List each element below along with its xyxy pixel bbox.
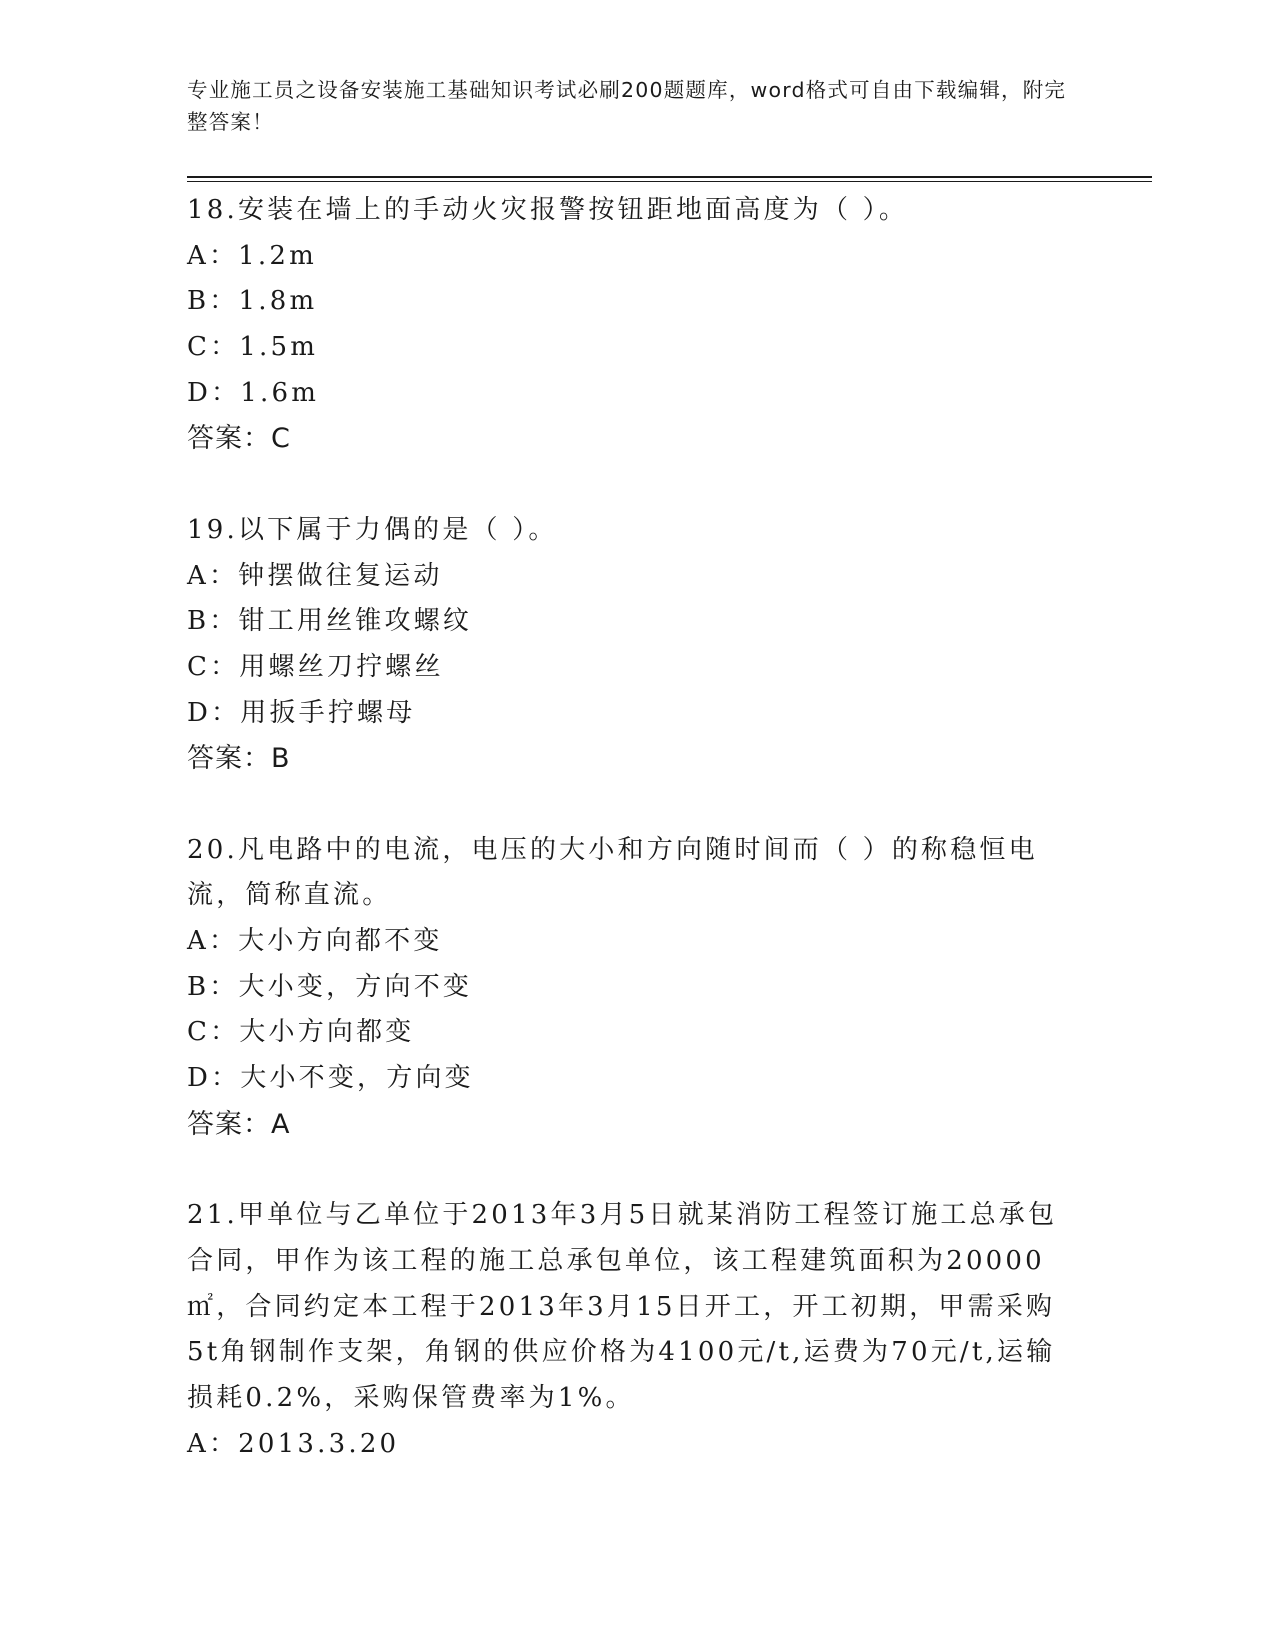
question-stem: 18.安装在墙上的手动火灾报警按钮距地面高度为（ ）。 bbox=[187, 195, 909, 225]
answer-line: 答案：B bbox=[187, 743, 291, 775]
option-d: D：1.6m bbox=[187, 377, 320, 408]
question-spacer bbox=[187, 462, 1067, 508]
header-rule-thick bbox=[187, 176, 1152, 178]
question-19 bbox=[187, 508, 1067, 782]
answer-line: 答案：A bbox=[187, 1108, 291, 1140]
document-header: 专业施工员之设备安装施工基础知识考试必刷200题题库，word格式可自由下载编辑，附完整答案！ bbox=[187, 78, 1067, 134]
question-stem: 20.凡电路中的电流，电压的大小和方向随时间而（ ）的称稳恒电流，简称直流。 bbox=[187, 834, 1038, 911]
question-spacer bbox=[187, 1148, 1067, 1194]
question-stem: 21.甲单位与乙单位于2013年3月5日就某消防工程签订施工总承包合同，甲作为该工程的施工总承包单位，该工程建筑面积为20000㎡，合同约定本工程于2013年3月15日开工，开工初期，甲需采购5t角钢制作支架，角钢的供应价格为4100元/t,运费为70元/t,运输损耗0.2%，采购保管费率为1%。 bbox=[187, 1200, 1058, 1413]
question-stem: 19.以下属于力偶的是（ ）。 bbox=[187, 514, 558, 545]
option-a: A：大小方向都不变 bbox=[187, 926, 443, 957]
option-b: B：钳工用丝锥攻螺纹 bbox=[187, 606, 473, 637]
option-c: C：大小方向都变 bbox=[187, 1017, 415, 1048]
option-a: A：钟摆做往复运动 bbox=[187, 560, 443, 591]
question-list bbox=[187, 188, 1067, 1467]
question-spacer bbox=[187, 782, 1067, 828]
option-d: D：大小不变，方向变 bbox=[187, 1063, 474, 1094]
answer-line: 答案：C bbox=[187, 423, 291, 455]
header-rule-thin bbox=[187, 181, 1152, 182]
question-18 bbox=[187, 188, 1067, 462]
option-b: B：大小变，方向不变 bbox=[187, 971, 473, 1002]
option-d: D：用扳手拧螺母 bbox=[187, 697, 416, 728]
option-a: A：1.2m bbox=[187, 240, 317, 271]
option-a: A：2013.3.20 bbox=[187, 1428, 400, 1459]
option-b: B：1.8m bbox=[187, 286, 318, 317]
option-c: C：用螺丝刀拧螺丝 bbox=[187, 651, 444, 682]
question-20 bbox=[187, 828, 1067, 1148]
option-c: C：1.5m bbox=[187, 332, 319, 363]
question-21 bbox=[187, 1193, 1067, 1467]
